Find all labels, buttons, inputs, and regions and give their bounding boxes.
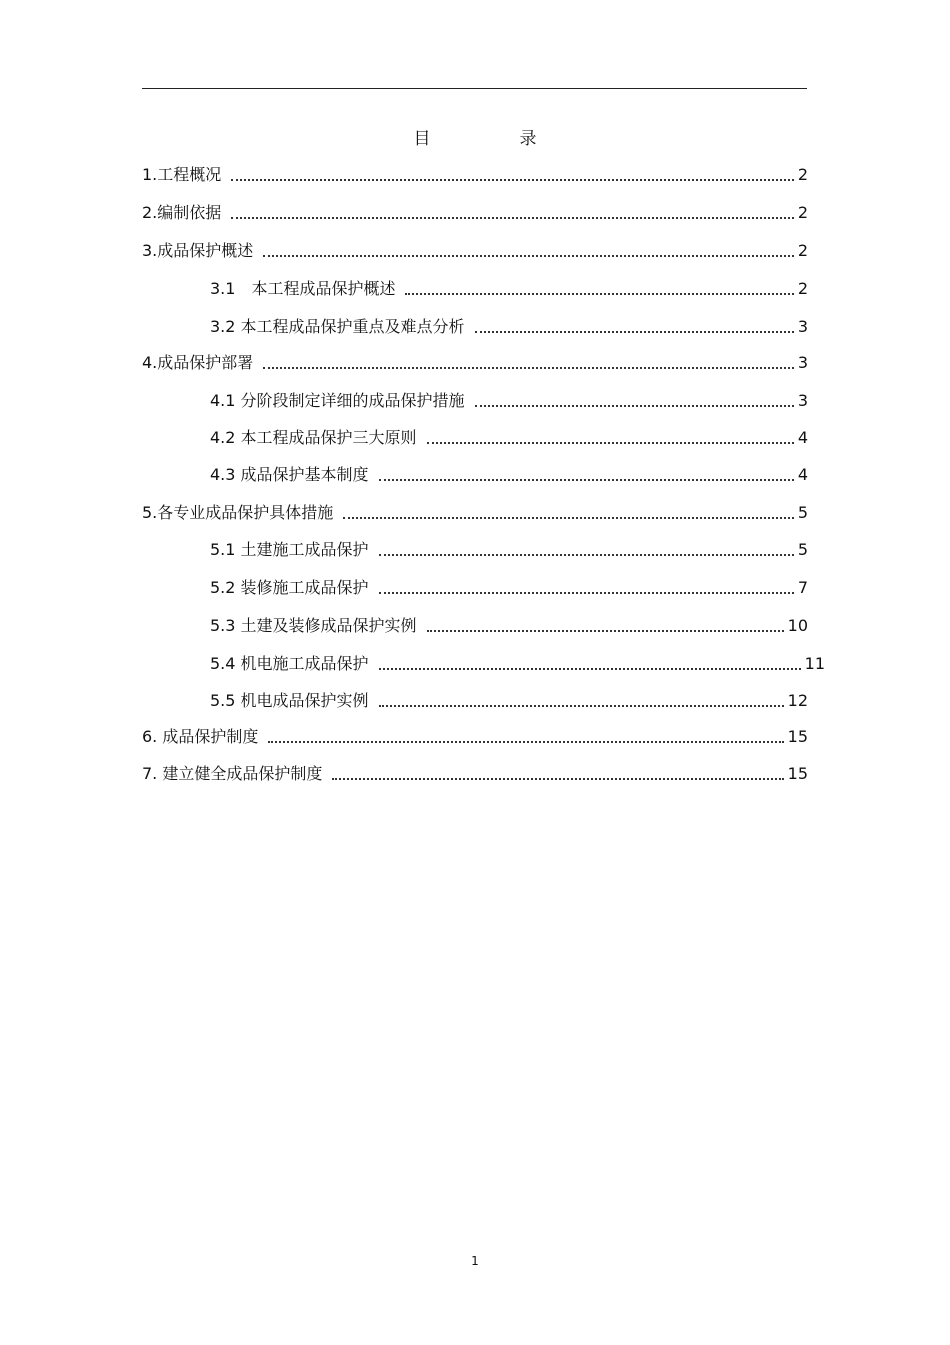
dot-leader: [379, 668, 801, 670]
toc-entry-label: 6. 成品保护制度: [142, 727, 259, 746]
toc-entry-label: 2.编制依据: [142, 203, 222, 222]
toc-entry[interactable]: [210, 687, 808, 711]
toc-entry-page: 10: [787, 616, 808, 635]
toc-entry-page: 11: [804, 654, 825, 673]
dot-leader: [231, 217, 794, 219]
dot-leader: [332, 778, 783, 780]
toc-entry[interactable]: [142, 349, 808, 373]
toc-entry-label: 5.5 机电成品保护实例: [210, 691, 369, 710]
toc-entry-page: 3: [797, 353, 808, 372]
toc-entry-page: 4: [797, 465, 808, 484]
toc-entry-page: 15: [787, 764, 808, 783]
page-number: 1: [471, 1254, 479, 1268]
dot-leader: [263, 255, 794, 257]
toc-entry-label: 1.工程概况: [142, 165, 222, 184]
toc-entry[interactable]: [210, 275, 808, 299]
dot-leader: [379, 705, 784, 707]
toc-entry-label: 5.4 机电施工成品保护: [210, 654, 369, 673]
dot-leader: [231, 179, 794, 181]
toc-entry-label: 5.2 装修施工成品保护: [210, 578, 369, 597]
toc-entry[interactable]: [210, 461, 808, 485]
toc-entry-page: 4: [797, 428, 808, 447]
toc-entry[interactable]: [142, 499, 808, 523]
toc-title: 目 录: [413, 129, 573, 149]
toc-entry-page: 12: [787, 691, 808, 710]
toc-entry-page: 7: [797, 578, 808, 597]
toc-entry[interactable]: [142, 723, 808, 747]
toc-entry-label: 5.1 土建施工成品保护: [210, 540, 369, 559]
toc-entry-page: 2: [797, 165, 808, 184]
dot-leader: [475, 331, 794, 333]
toc-entry-label: 7. 建立健全成品保护制度: [142, 764, 323, 783]
toc-entry-label: 4.2 本工程成品保护三大原则: [210, 428, 417, 447]
toc-entry[interactable]: [142, 161, 808, 185]
dot-leader: [379, 592, 794, 594]
toc-entry-page: 2: [797, 241, 808, 260]
toc-entry-label: 5.3 土建及装修成品保护实例: [210, 616, 417, 635]
toc-entry-label: 3.1 本工程成品保护概述: [210, 279, 396, 298]
toc-entry[interactable]: [210, 387, 808, 411]
toc-entry[interactable]: [210, 574, 808, 598]
toc-entry[interactable]: [210, 650, 825, 674]
toc-entry[interactable]: [210, 612, 808, 636]
toc-entry-page: 2: [797, 279, 808, 298]
toc-entry-page: 3: [797, 391, 808, 410]
dot-leader: [475, 405, 794, 407]
toc-entry-label: 3.成品保护概述: [142, 241, 254, 260]
dot-leader: [379, 554, 794, 556]
toc-entry-page: 15: [787, 727, 808, 746]
toc-entry[interactable]: [142, 199, 808, 223]
toc-entry[interactable]: [210, 424, 808, 448]
toc-entry[interactable]: [210, 313, 808, 337]
toc-entry-page: 3: [797, 317, 808, 336]
dot-leader: [427, 442, 794, 444]
dot-leader: [343, 517, 794, 519]
toc-entry-page: 2: [797, 203, 808, 222]
toc-entry-label: 3.2 本工程成品保护重点及难点分析: [210, 317, 465, 336]
toc-entry[interactable]: [142, 237, 808, 261]
toc-entry-label: 4.3 成品保护基本制度: [210, 465, 369, 484]
toc-entry-label: 4.1 分阶段制定详细的成品保护措施: [210, 391, 465, 410]
dot-leader: [268, 741, 783, 743]
toc-entry-label: 5.各专业成品保护具体措施: [142, 503, 334, 522]
toc-entry[interactable]: [210, 536, 808, 560]
toc-entry[interactable]: [142, 760, 808, 784]
toc-entry-label: 4.成品保护部署: [142, 353, 254, 372]
dot-leader: [405, 293, 793, 295]
dot-leader: [379, 479, 794, 481]
dot-leader: [263, 367, 794, 369]
toc-entry-page: 5: [797, 540, 808, 559]
dot-leader: [427, 630, 784, 632]
toc-entry-page: 5: [797, 503, 808, 522]
